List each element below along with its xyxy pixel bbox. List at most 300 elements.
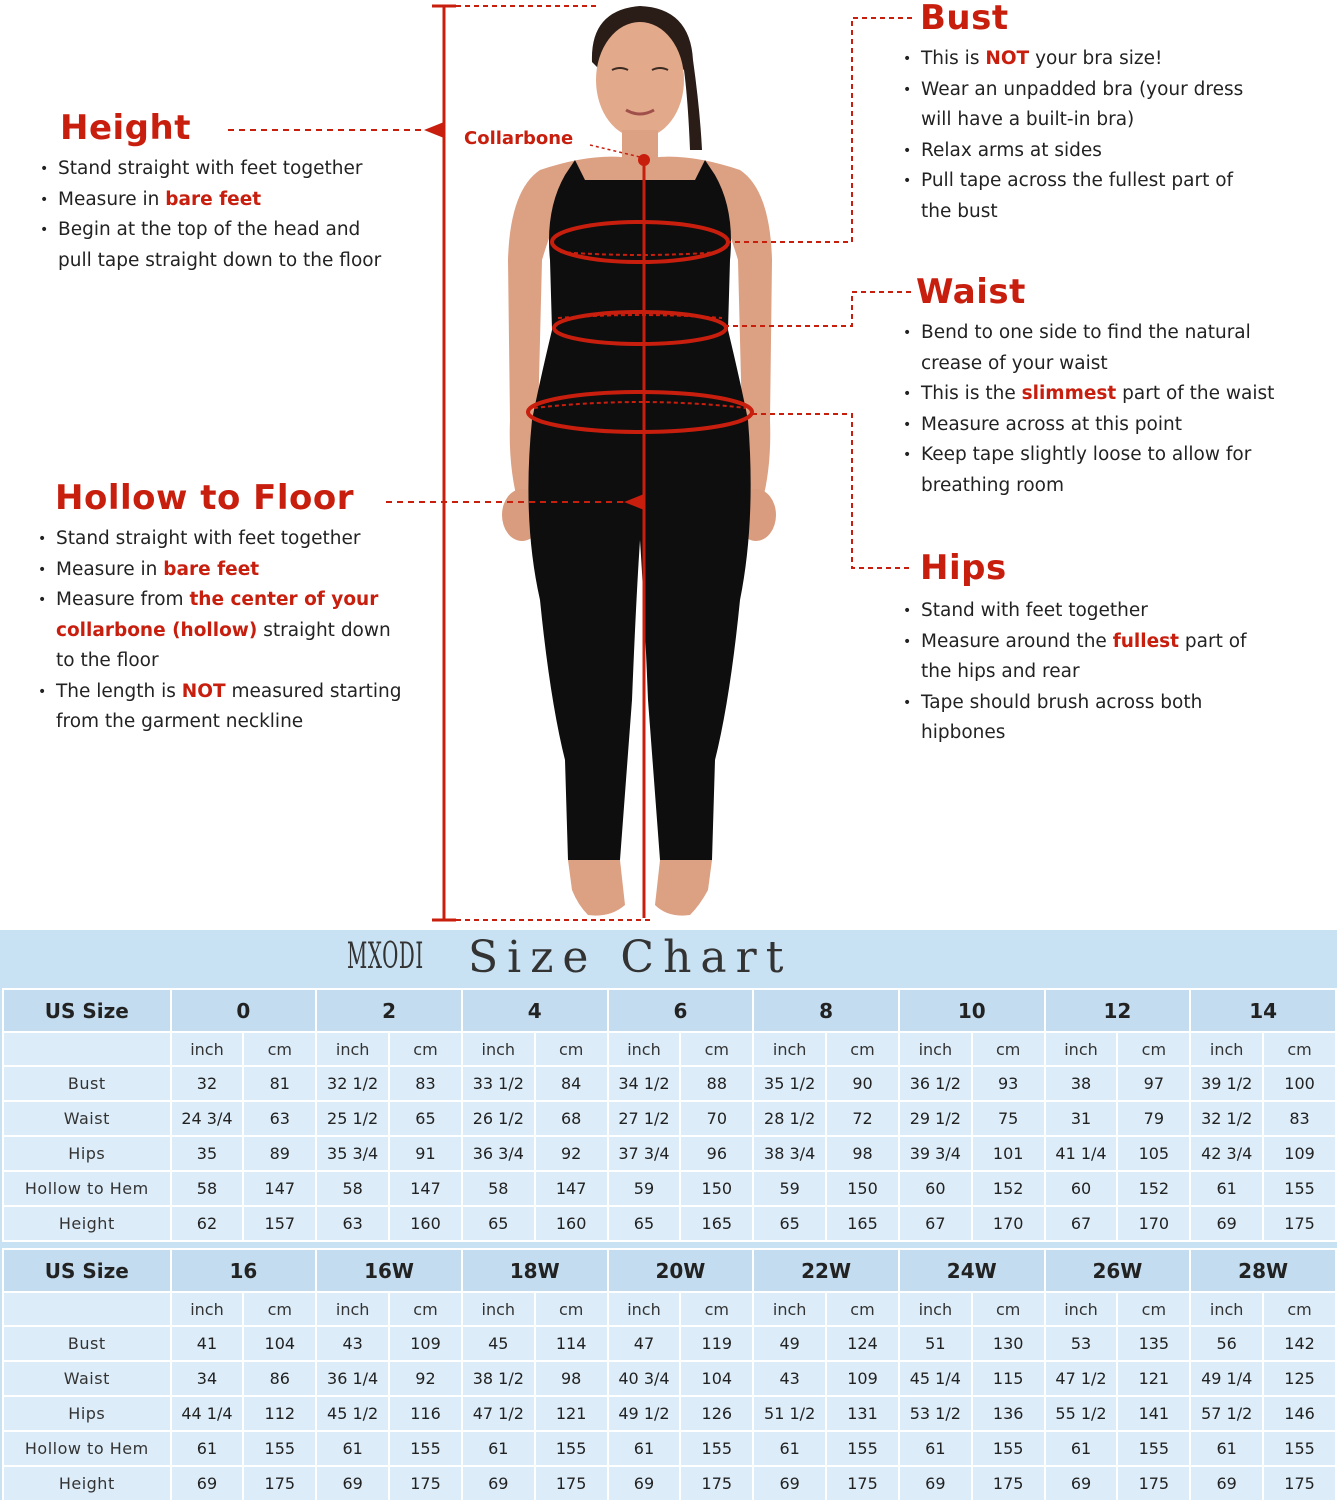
table-cell: 49 1/2 [608,1396,681,1431]
table-cell: 121 [1117,1361,1190,1396]
table-cell: 58 [316,1171,389,1206]
table-row [3,1326,1336,1361]
table-cell: 98 [826,1136,899,1171]
instruction-text: from the garment neckline [56,711,304,732]
table-cell: 61 [753,1431,826,1466]
table-cell: 31 [1045,1101,1118,1136]
list-item [903,410,1274,441]
unit-cm-cell: cm [680,1292,753,1326]
table-cell: 45 1/2 [316,1396,389,1431]
table-cell: 47 [608,1326,681,1361]
instruction-text: part of [1179,630,1247,652]
table-cell: 37 3/4 [608,1136,681,1171]
table-cell: 119 [680,1326,753,1361]
table-cell: 65 [462,1206,535,1241]
size-header-cell: 24W [899,1249,1045,1292]
table-cell: 155 [535,1431,608,1466]
table-cell: 65 [608,1206,681,1241]
size-header-cell: 28W [1190,1249,1336,1292]
table-cell: 170 [972,1206,1045,1241]
table-cell: 61 [316,1431,389,1466]
measurement-label: Bust [3,1326,171,1361]
unit-inch-cell: inch [1045,1032,1118,1066]
unit-inch-cell: inch [899,1292,972,1326]
table-cell: 109 [389,1326,462,1361]
list-item [903,440,1274,501]
instruction-text: the bust [921,200,998,222]
measurement-label: Height [3,1206,171,1241]
hips-heading: Hips [920,548,1007,588]
table-cell: 69 [608,1466,681,1501]
table-cell: 70 [680,1101,753,1136]
table-cell: 175 [826,1466,899,1501]
table-cell: 121 [535,1396,608,1431]
size-chart [0,930,1337,1500]
table-cell: 55 1/2 [1045,1396,1118,1431]
instruction-text: will have a built-in bra) [921,109,1135,130]
table-cell: 92 [535,1136,608,1171]
unit-inch-cell: inch [1045,1292,1118,1326]
table-cell: 49 1/4 [1190,1361,1263,1396]
table-row [3,1396,1336,1431]
size-header-cell: 16 [171,1249,317,1292]
table-cell: 49 [753,1326,826,1361]
table-cell: 58 [462,1171,535,1206]
list-item [38,585,402,677]
table-cell: 32 1/2 [1190,1101,1263,1136]
table-cell: 105 [1117,1136,1190,1171]
table-cell: 152 [972,1171,1045,1206]
bust-heading: Bust [920,0,1009,38]
table-cell: 25 1/2 [316,1101,389,1136]
table-cell: 92 [389,1361,462,1396]
table-cell: 32 1/2 [316,1066,389,1101]
unit-cm-cell: cm [1117,1032,1190,1066]
measurement-label: Hips [3,1136,171,1171]
us-size-label: US Size [3,989,171,1032]
table-cell: 175 [680,1466,753,1501]
table-cell: 79 [1117,1101,1190,1136]
table-cell: 40 3/4 [608,1361,681,1396]
table-cell: 45 [462,1326,535,1361]
table-cell: 57 1/2 [1190,1396,1263,1431]
unit-inch-cell: inch [608,1292,681,1326]
table-cell: 69 [753,1466,826,1501]
size-header-cell: 6 [608,989,754,1032]
table-row [3,1466,1336,1501]
table-cell: 175 [535,1466,608,1501]
unit-cm-cell: cm [1263,1032,1336,1066]
table-cell: 155 [826,1431,899,1466]
table-cell: 29 1/2 [899,1101,972,1136]
table-cell: 34 1/2 [608,1066,681,1101]
instruction-text: pull tape straight down to the floor [58,249,382,271]
table-cell: 67 [1045,1206,1118,1241]
table-cell: 91 [389,1136,462,1171]
size-header-cell: 16W [316,1249,462,1292]
instruction-text: Keep tape slightly loose to allow for [921,444,1252,465]
measurement-label: Hollow to Hem [3,1431,171,1466]
table-cell: 155 [243,1431,316,1466]
highlight-text: the center of your [189,589,379,610]
size-header-cell: 22W [753,1249,899,1292]
table-cell: 67 [899,1206,972,1241]
bust-instructions [903,44,1243,227]
highlight-text: NOT [985,48,1030,69]
instruction-text: Measure around the [921,630,1113,652]
empty-cell [3,1292,171,1326]
list-item [903,596,1247,627]
table-cell: 131 [826,1396,899,1431]
instruction-text: The length is [56,680,182,702]
unit-inch-cell: inch [1190,1032,1263,1066]
hips-instructions [903,596,1247,749]
table-cell: 69 [1190,1206,1263,1241]
size-header-cell: 12 [1045,989,1191,1032]
table-cell: 35 3/4 [316,1136,389,1171]
table-cell: 68 [535,1101,608,1136]
table-cell: 38 [1045,1066,1118,1101]
table-cell: 147 [389,1171,462,1206]
table-cell: 175 [1263,1466,1336,1501]
table-cell: 86 [243,1361,316,1396]
table-cell: 61 [1190,1431,1263,1466]
size-table-plus [2,1248,1337,1502]
table-cell: 75 [972,1101,1045,1136]
size-header-row [3,989,1336,1032]
table-cell: 98 [535,1361,608,1396]
table-cell: 47 1/2 [462,1396,535,1431]
unit-cm-cell: cm [826,1292,899,1326]
table-cell: 114 [535,1326,608,1361]
unit-cm-cell: cm [826,1032,899,1066]
instruction-text: the hips and rear [921,661,1080,682]
table-row [3,1171,1336,1206]
list-item [903,166,1243,227]
brand-logo: MXODI [347,936,424,977]
table-cell: 175 [389,1466,462,1501]
table-cell: 63 [243,1101,316,1136]
list-item [903,136,1243,167]
height-instructions [40,154,381,276]
table-cell: 152 [1117,1171,1190,1206]
table-row [3,1066,1336,1101]
measurement-label: Waist [3,1361,171,1396]
size-chart-header [0,930,1337,988]
table-cell: 45 1/4 [899,1361,972,1396]
table-cell: 104 [243,1326,316,1361]
table-cell: 61 [171,1431,244,1466]
unit-cm-cell: cm [1263,1292,1336,1326]
us-size-label: US Size [3,1249,171,1292]
table-cell: 155 [680,1431,753,1466]
table-row [3,1206,1336,1241]
table-cell: 130 [972,1326,1045,1361]
highlight-text: bare feet [163,558,260,580]
size-table-regular [2,988,1337,1242]
list-item [903,379,1274,410]
instruction-text: straight down [257,619,391,641]
instruction-text: breathing room [921,474,1064,496]
table-cell: 26 1/2 [462,1101,535,1136]
table-cell: 39 1/2 [1190,1066,1263,1101]
table-cell: 170 [1117,1206,1190,1241]
table-cell: 93 [972,1066,1045,1101]
table-cell: 109 [826,1361,899,1396]
unit-inch-cell: inch [171,1032,244,1066]
table-cell: 69 [1190,1466,1263,1501]
table-cell: 150 [826,1171,899,1206]
table-cell: 27 1/2 [608,1101,681,1136]
table-cell: 32 [171,1066,244,1101]
instruction-text: Bend to one side to find the natural [921,322,1251,343]
list-item [903,44,1243,75]
table-cell: 175 [243,1466,316,1501]
table-cell: 89 [243,1136,316,1171]
table-cell: 101 [972,1136,1045,1171]
table-cell: 116 [389,1396,462,1431]
table-row [3,1361,1336,1396]
table-cell: 146 [1263,1396,1336,1431]
size-header-cell: 18W [462,1249,608,1292]
size-header-cell: 14 [1190,989,1336,1032]
unit-cm-cell: cm [243,1032,316,1066]
table-cell: 65 [753,1206,826,1241]
table-row [3,1136,1336,1171]
table-cell: 88 [680,1066,753,1101]
unit-inch-cell: inch [608,1032,681,1066]
list-item [40,154,381,185]
table-cell: 125 [1263,1361,1336,1396]
unit-cm-cell: cm [389,1032,462,1066]
size-chart-title: Size Chart [468,932,793,983]
table-cell: 61 [1045,1431,1118,1466]
list-item [38,555,402,586]
size-header-cell: 10 [899,989,1045,1032]
empty-cell [3,1032,171,1066]
table-row [3,1431,1336,1466]
table-cell: 97 [1117,1066,1190,1101]
unit-cm-cell: cm [243,1292,316,1326]
list-item [903,75,1243,136]
table-cell: 155 [972,1431,1045,1466]
table-cell: 124 [826,1326,899,1361]
table-cell: 115 [972,1361,1045,1396]
table-cell: 51 [899,1326,972,1361]
table-cell: 165 [680,1206,753,1241]
height-heading: Height [60,108,191,148]
table-cell: 35 1/2 [753,1066,826,1101]
instruction-text: Measure in [56,558,164,580]
table-cell: 112 [243,1396,316,1431]
unit-inch-cell: inch [753,1292,826,1326]
size-header-cell: 26W [1045,1249,1191,1292]
list-item [40,185,381,216]
table-cell: 72 [826,1101,899,1136]
table-cell: 150 [680,1171,753,1206]
instruction-text: Tape should brush across both [921,691,1203,713]
hollow-to-floor-instructions [38,524,402,738]
instruction-text: Stand straight with feet together [58,158,363,179]
unit-header-row [3,1032,1336,1066]
unit-cm-cell: cm [535,1032,608,1066]
unit-header-row [3,1292,1336,1326]
unit-inch-cell: inch [462,1292,535,1326]
table-cell: 51 1/2 [753,1396,826,1431]
measurement-label: Bust [3,1066,171,1101]
table-cell: 155 [389,1431,462,1466]
table-cell: 69 [1045,1466,1118,1501]
table-cell: 83 [389,1066,462,1101]
list-item [38,677,402,738]
instruction-text: Stand with feet together [921,600,1148,621]
size-header-cell: 0 [171,989,317,1032]
instruction-text: crease of your waist [921,352,1108,374]
table-cell: 142 [1263,1326,1336,1361]
table-cell: 60 [1045,1171,1118,1206]
table-cell: 41 [171,1326,244,1361]
table-cell: 90 [826,1066,899,1101]
highlight-text: collarbone (hollow) [56,619,258,641]
table-cell: 155 [1117,1431,1190,1466]
unit-inch-cell: inch [171,1292,244,1326]
unit-inch-cell: inch [1190,1292,1263,1326]
instruction-text: Begin at the top of the head and [58,219,361,240]
list-item [38,524,402,555]
table-cell: 175 [972,1466,1045,1501]
table-cell: 41 1/4 [1045,1136,1118,1171]
table-cell: 44 1/4 [171,1396,244,1431]
measurement-label: Hips [3,1396,171,1431]
table-cell: 58 [171,1171,244,1206]
table-cell: 61 [462,1431,535,1466]
table-cell: 155 [1263,1171,1336,1206]
table-cell: 104 [680,1361,753,1396]
instruction-text: to the floor [56,650,159,671]
instruction-text: This is the [921,383,1022,404]
instruction-text: hipbones [921,722,1006,743]
unit-cm-cell: cm [680,1032,753,1066]
instruction-text: part of the waist [1116,383,1275,404]
table-cell: 157 [243,1206,316,1241]
table-cell: 147 [535,1171,608,1206]
table-cell: 175 [1117,1466,1190,1501]
table-cell: 100 [1263,1066,1336,1101]
table-cell: 43 [316,1326,389,1361]
unit-inch-cell: inch [316,1032,389,1066]
table-cell: 36 1/4 [316,1361,389,1396]
table-cell: 147 [243,1171,316,1206]
table-cell: 69 [171,1466,244,1501]
instruction-text: Measure across at this point [921,413,1182,435]
table-cell: 135 [1117,1326,1190,1361]
table-cell: 53 1/2 [899,1396,972,1431]
table-cell: 53 [1045,1326,1118,1361]
table-cell: 175 [1263,1206,1336,1241]
table-cell: 42 3/4 [1190,1136,1263,1171]
table-cell: 47 1/2 [1045,1361,1118,1396]
highlight-text: fullest [1112,630,1179,652]
table-cell: 43 [753,1361,826,1396]
table-cell: 63 [316,1206,389,1241]
instruction-text: Stand straight with feet together [56,528,361,549]
size-header-cell: 20W [608,1249,754,1292]
table-cell: 69 [462,1466,535,1501]
table-cell: 109 [1263,1136,1336,1171]
table-cell: 165 [826,1206,899,1241]
table-cell: 59 [753,1171,826,1206]
size-header-cell: 2 [316,989,462,1032]
measurement-label: Waist [3,1101,171,1136]
measurement-label: Hollow to Hem [3,1171,171,1206]
instruction-text: Relax arms at sides [921,139,1102,161]
size-header-row [3,1249,1336,1292]
unit-inch-cell: inch [316,1292,389,1326]
instruction-text: measured starting [225,680,402,702]
unit-inch-cell: inch [899,1032,972,1066]
table-cell: 65 [389,1101,462,1136]
table-cell: 126 [680,1396,753,1431]
instruction-text: This is [921,48,986,69]
instruction-text: Wear an unpadded bra (your dress [921,78,1244,100]
highlight-text: slimmest [1021,383,1117,404]
table-cell: 60 [899,1171,972,1206]
table-cell: 39 3/4 [899,1136,972,1171]
collarbone-label: Collarbone [464,128,574,149]
unit-cm-cell: cm [389,1292,462,1326]
unit-cm-cell: cm [535,1292,608,1326]
waist-heading: Waist [916,272,1026,312]
table-cell: 35 [171,1136,244,1171]
table-cell: 56 [1190,1326,1263,1361]
table-cell: 69 [899,1466,972,1501]
table-cell: 155 [1263,1431,1336,1466]
table-cell: 160 [535,1206,608,1241]
table-cell: 83 [1263,1101,1336,1136]
waist-instructions [903,318,1274,501]
instruction-text: Pull tape across the fullest part of [921,170,1234,191]
table-cell: 81 [243,1066,316,1101]
table-cell: 28 1/2 [753,1101,826,1136]
table-cell: 38 1/2 [462,1361,535,1396]
size-header-cell: 4 [462,989,608,1032]
list-item [903,627,1247,688]
table-cell: 61 [608,1431,681,1466]
table-cell: 38 3/4 [753,1136,826,1171]
measurement-label: Height [3,1466,171,1501]
highlight-text: bare feet [165,188,262,210]
instruction-text: Measure from [56,589,190,610]
unit-cm-cell: cm [972,1292,1045,1326]
table-cell: 141 [1117,1396,1190,1431]
table-cell: 136 [972,1396,1045,1431]
hollow-to-floor-heading: Hollow to Floor [55,478,355,518]
table-cell: 34 [171,1361,244,1396]
unit-inch-cell: inch [462,1032,535,1066]
table-cell: 33 1/2 [462,1066,535,1101]
instruction-text: your bra size! [1029,48,1163,69]
table-cell: 36 1/2 [899,1066,972,1101]
unit-cm-cell: cm [1117,1292,1190,1326]
table-cell: 84 [535,1066,608,1101]
table-cell: 24 3/4 [171,1101,244,1136]
highlight-text: NOT [181,680,226,702]
table-cell: 61 [1190,1171,1263,1206]
table-row [3,1101,1336,1136]
table-cell: 59 [608,1171,681,1206]
table-cell: 61 [899,1431,972,1466]
list-item [40,215,381,276]
